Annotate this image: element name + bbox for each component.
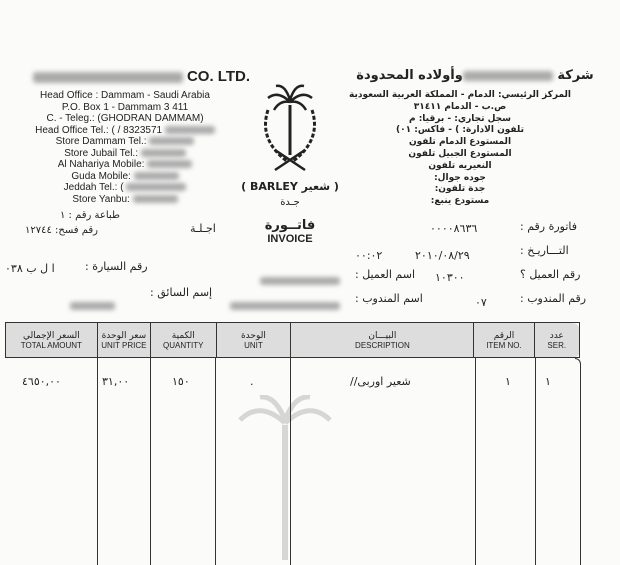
row-description: شعير اوربى//	[350, 375, 411, 388]
detail-line: المستودع الدمام تلفون	[408, 137, 512, 148]
driver-name-label: إسم السائق :	[150, 286, 213, 299]
detail-line: المستودع الجبيل تلفون	[408, 148, 512, 159]
detail-line: Head Office Tel.: ( / 8323571	[0, 125, 250, 137]
detail-line: Al Nahariya Mobile:	[0, 159, 250, 171]
permit-number: رقم فسح: ١٢٧٤٤	[25, 225, 99, 236]
col-quantity: الكمية QUANTITY	[151, 323, 216, 358]
company-details-en	[0, 90, 250, 205]
sale-type: اجـلـة	[190, 222, 216, 235]
row-unit-price: ٣١,٠٠	[102, 375, 130, 388]
city-label: جـدة	[280, 197, 300, 208]
col-ser: عدد SER.	[534, 323, 579, 358]
customer-number: ١٠٣٠٠	[435, 271, 465, 284]
detail-line: ص.ب - الدمام ٣١٤١١	[413, 101, 507, 112]
date-label: التـــاريـخ :	[520, 244, 569, 257]
row-total: ٤٦٥٠,٠٠	[22, 375, 61, 388]
palm-watermark-icon	[230, 395, 340, 560]
detail-line: تلفون الادارة: ) - فاكس: ٠١)	[396, 125, 524, 136]
rep-name-label: اسم المندوب :	[355, 292, 423, 305]
detail-line: جدة تلفون:	[434, 184, 486, 195]
rep-number: ٠٧	[475, 296, 487, 309]
company-suffix: CO. LTD.	[186, 68, 250, 85]
detail-line: Jeddah Tel.: (	[0, 182, 250, 194]
invoice-date: ٢٠١٠/٠٨/٢٩	[415, 249, 470, 262]
print-number: طباعة رقم : ١	[60, 210, 120, 221]
invoice-title	[255, 218, 325, 245]
customer-name-redacted	[260, 277, 340, 285]
company-name-en	[0, 68, 250, 85]
company-name-ar: شركة وأولاده المحدودة	[356, 68, 594, 83]
palm-tree-logo-icon	[250, 80, 330, 175]
vehicle-number-label: رقم السيارة :	[85, 260, 148, 273]
rep-name-redacted	[230, 302, 340, 310]
row-item-no: ١	[505, 375, 511, 388]
row-quantity: ١٥٠	[172, 375, 190, 388]
detail-line: Store Jubail Tel.:	[0, 148, 250, 160]
detail-line: سجل تجاري: - برقيا: م	[408, 113, 512, 124]
detail-line: C. - Teleg.: (GHODRAN DAMMAM)	[46, 113, 204, 124]
detail-line: P.O. Box 1 - Dammam 3 411	[61, 101, 189, 113]
invoice-title-en: INVOICE	[267, 233, 313, 245]
col-item-no: الرقم ITEM NO.	[474, 323, 534, 358]
invoice-title-ar: فاتــورة	[264, 218, 316, 233]
invoice-time: ٠٠:٠٢	[355, 249, 383, 262]
customer-name-label: اسم العميل :	[355, 268, 416, 281]
customer-number-label: رقم العميل ؟	[520, 268, 581, 281]
row-ser: ١	[545, 375, 551, 388]
driver-name-redacted	[70, 302, 115, 310]
detail-line: المركز الرئيسي: الدمام - المملكة العربية السعودية	[348, 90, 571, 100]
detail-line: جوده جوال:	[434, 172, 486, 183]
detail-line: Store Yanbu:	[0, 194, 250, 206]
detail-line: Head Office : Dammam - Saudi Arabia	[40, 90, 210, 101]
col-unit: الوحدة UNIT	[216, 323, 291, 358]
vehicle-number: ا ل ب ٠٣٨	[5, 262, 55, 275]
detail-line: Guda Mobile:	[0, 171, 250, 183]
items-table-header	[5, 322, 580, 358]
invoice-number: ٠٠٠٠٨٦٣٦	[430, 222, 478, 235]
col-description: البيـــان DESCRIPTION	[291, 323, 474, 358]
rep-number-label: رقم المندوب :	[520, 292, 587, 305]
row-unit: .	[250, 375, 254, 388]
detail-line: النعيريه تلفون	[428, 160, 492, 171]
company-details-ar	[340, 90, 580, 208]
detail-line: Store Dammam Tel.:	[0, 136, 250, 148]
product-label: ( BARLEY شعير )	[241, 180, 339, 193]
detail-line: مستودع ينبع:	[430, 196, 490, 207]
invoice-number-label: فاتورة رقم :	[520, 220, 578, 233]
col-total: السعر الإجمالي TOTAL AMOUNT	[6, 323, 98, 358]
col-unit-price: سعر الوحدة UNIT PRICE	[97, 323, 150, 358]
